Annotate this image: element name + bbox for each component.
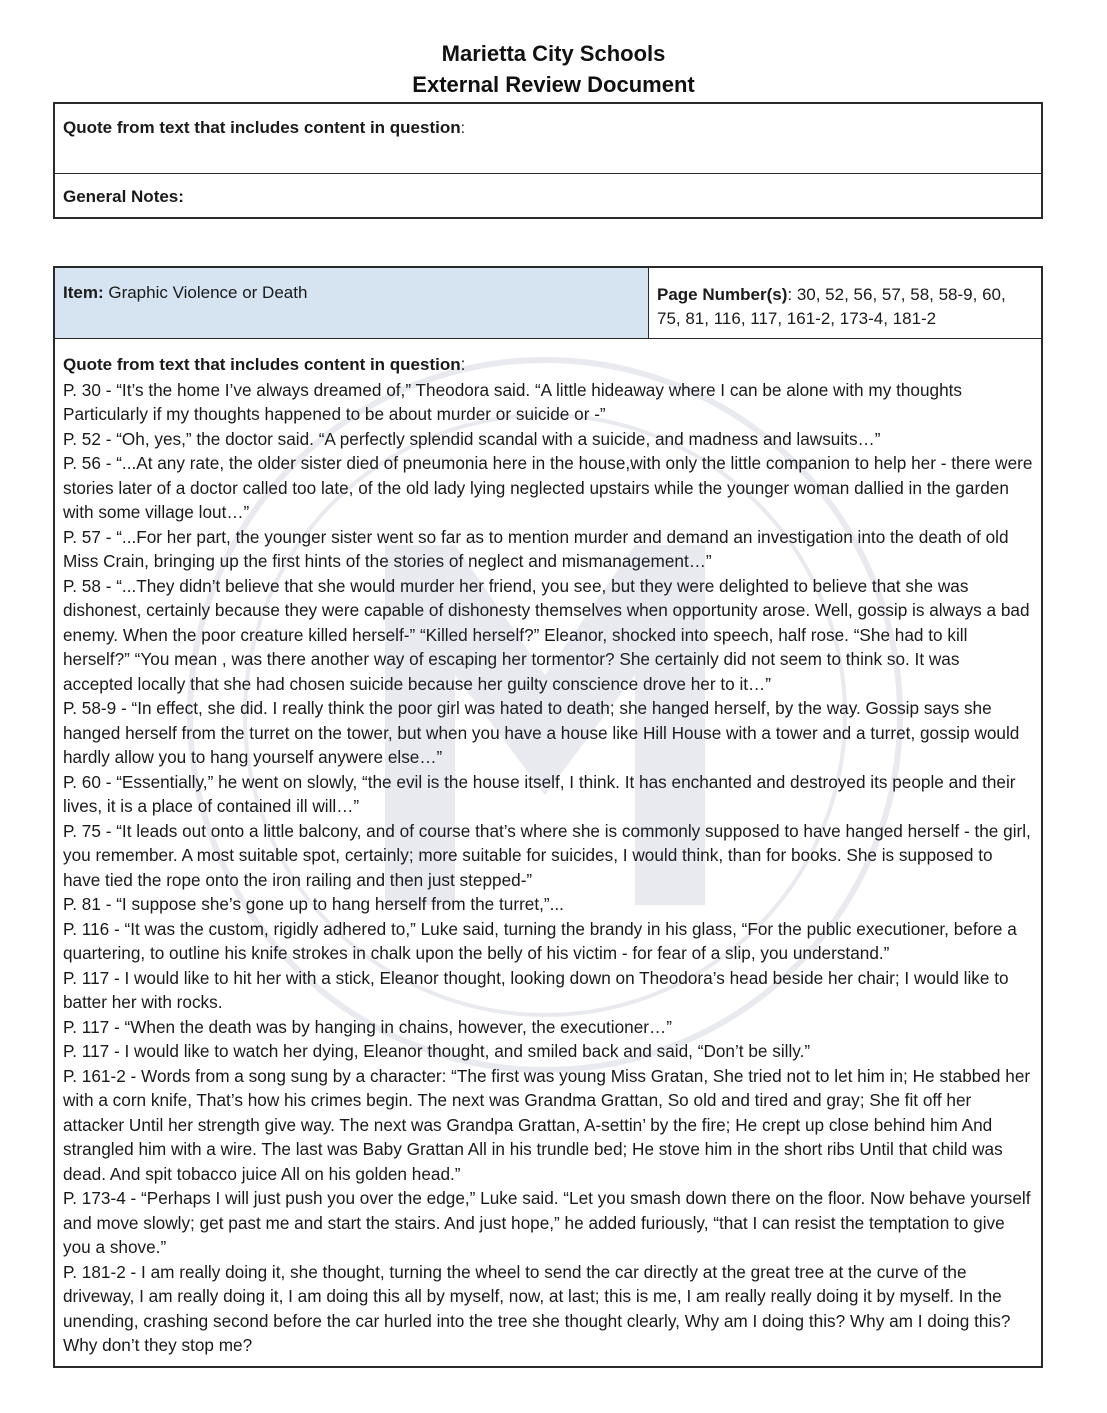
quotes-body xyxy=(55,339,1041,1358)
document-header xyxy=(0,38,1107,100)
quote-label: Quote from text that includes content in question xyxy=(63,118,461,137)
quote-p56: P. 56 - “...At any rate, the older sister died of pneumonia here in the house,with only the little companion to help her - there were stories later of a doctor called too late, of the old lady lying neglected upstairs while the younger woman dallied in the garden with some village lout…” xyxy=(63,453,1033,522)
item-header-row xyxy=(55,268,1041,339)
quote-p60: P. 60 - “Essentially,” he went on slowly, “the evil is the house itself, I think. It has enchanted and destroyed its people and their lives, it is a place of contained ill will…” xyxy=(63,771,1016,816)
item-table xyxy=(53,266,1043,1368)
quote-p117-a: P. 117 - I would like to hit her with a stick, Eleanor thought, looking down on Theodora’s head beside her chair; I would like to batter her with rocks. xyxy=(63,967,1009,1012)
quote-p57: P. 57 - “...For her part, the younger sister went so far as to mention murder and demand an investigation into the death of old Miss Crain, bringing up the first hints of the stories of neglect and mismanagement…” xyxy=(63,526,1009,571)
quote-p173-4: P. 173-4 - “Perhaps I will just push you over the edge,” Luke said. “Let you smash down there on the floor. Now behave yourself and move slowly; get past me and start the stairs. And just hope,” he added furiously, “that I can resist the temptation to give you a shove.” xyxy=(63,1188,1031,1257)
quote-p75: P. 75 - “It leads out onto a little balcony, and of course that’s where she is commonly supposed to have hanged herself - the girl, you remember. A most suitable spot, certainly; more suitable for suicides, I would think, than for books. She is supposed to have tied the rope onto the iron railing and then just stepped-” xyxy=(63,820,1031,890)
quote-p117-b: P. 117 - “When the death was by hanging in chains, however, the executioner…” xyxy=(63,1016,672,1037)
quote-p161-2: P. 161-2 - Words from a song sung by a character: “The first was young Miss Gratan, She tried not to let him in; He stabbed her with a corn knife, That’s how his crimes begin. The next was Grandma Grattan, So old and tired and gray; She fit off her attacker Until her strength give way. The next was Grandpa Grattan, A-settin’ by the fire; He crept up close behind him And strangled him with a wire. The last was Baby Grattan All in his trundle bed; He stove him in the short ribs Until that child was dead. And spit tobacco juice All on his golden head.” xyxy=(63,1065,1031,1184)
quote-colon: : xyxy=(460,120,466,137)
item-cell xyxy=(55,268,649,338)
general-notes-label: General Notes: xyxy=(63,187,184,206)
quote-p58: P. 58 - “...They didn’t believe that she would murder her friend, you see, but they were delighted to believe that she was dishonest, certainly because they were capable of dishonesty themselves when opportunity arose. Well, gossip is always a bad enemy. When the poor creature killed herself-” “Killed herself?” Eleanor, shocked into speech, half rose. “She had to kill herself?” “You mean , was there another way of escaping her tormentor? She certainly did not seem to think so. It was accepted locally that she had chosen suicide because her guilty conscience drove her to it…” xyxy=(63,575,1030,694)
quote-row xyxy=(55,104,1041,174)
quote-p58-9: P. 58-9 - “In effect, she did. I really think the poor girl was hated to death; she hanged herself, by the way. Gossip says she hanged herself from the turret on the tower, but when you have a house like Hill House with a tower and a turret, gossip would hardly allow you to hang yourself anywere else…” xyxy=(63,698,1020,767)
quote-p116: P. 116 - “It was the custom, rigidly adhered to,” Luke said, turning the brandy in his glass, “For the public executioner, before a quartering, to outline his knife strokes in chalk upon the belly of his victim - for fear of a slip, you understand.” xyxy=(63,918,1017,963)
page-numbers-label: Page Number(s) xyxy=(657,285,788,304)
quote-p117-c: P. 117 - I would like to watch her dying, Eleanor thought, and smiled back and said, “Don’t be silly.” xyxy=(63,1041,811,1061)
quote-p181-2: P. 181-2 - I am really doing it, she thought, turning the wheel to send the car directly at the great tree at the curve of the driveway, I am really doing it, I am doing this all by myself, now, at last; this is me, I am really really doing it by myself. In the unending, crashing second before the car hurled into the tree she thought clearly, Why am I doing this? Why am I doing this? Why don’t they stop me? xyxy=(63,1261,1011,1355)
general-info-table xyxy=(53,102,1043,219)
document-title: External Review Document xyxy=(412,72,695,97)
notes-row xyxy=(55,174,1041,207)
district-title: Marietta City Schools xyxy=(441,41,666,66)
page-numbers-value: : 30, 52, 56, 57, 58, 58-9, 60, 75, 81, 116, 117, 161-2, 173-4, 181-2 xyxy=(657,285,1006,328)
item-label: Item: xyxy=(63,283,104,302)
quotes-colon: : xyxy=(460,354,466,374)
quotes-label: Quote from text that includes content in question xyxy=(63,355,461,374)
item-value: Graphic Violence or Death xyxy=(103,283,308,302)
quote-p30: P. 30 - “It’s the home I’ve always dreamed of,” Theodora said. “A little hideaway where I can be alone with my thoughts Particularly if my thoughts happened to be about murder or suicide or -” xyxy=(63,379,963,424)
quote-p52: P. 52 - “Oh, yes,” the doctor said. “A perfectly splendid scandal with a suicide, and madness and lawsuits…” xyxy=(63,428,881,449)
quote-p81: P. 81 - “I suppose she’s gone up to hang herself from the turret,”... xyxy=(63,894,564,914)
page-numbers-cell xyxy=(649,268,1041,338)
